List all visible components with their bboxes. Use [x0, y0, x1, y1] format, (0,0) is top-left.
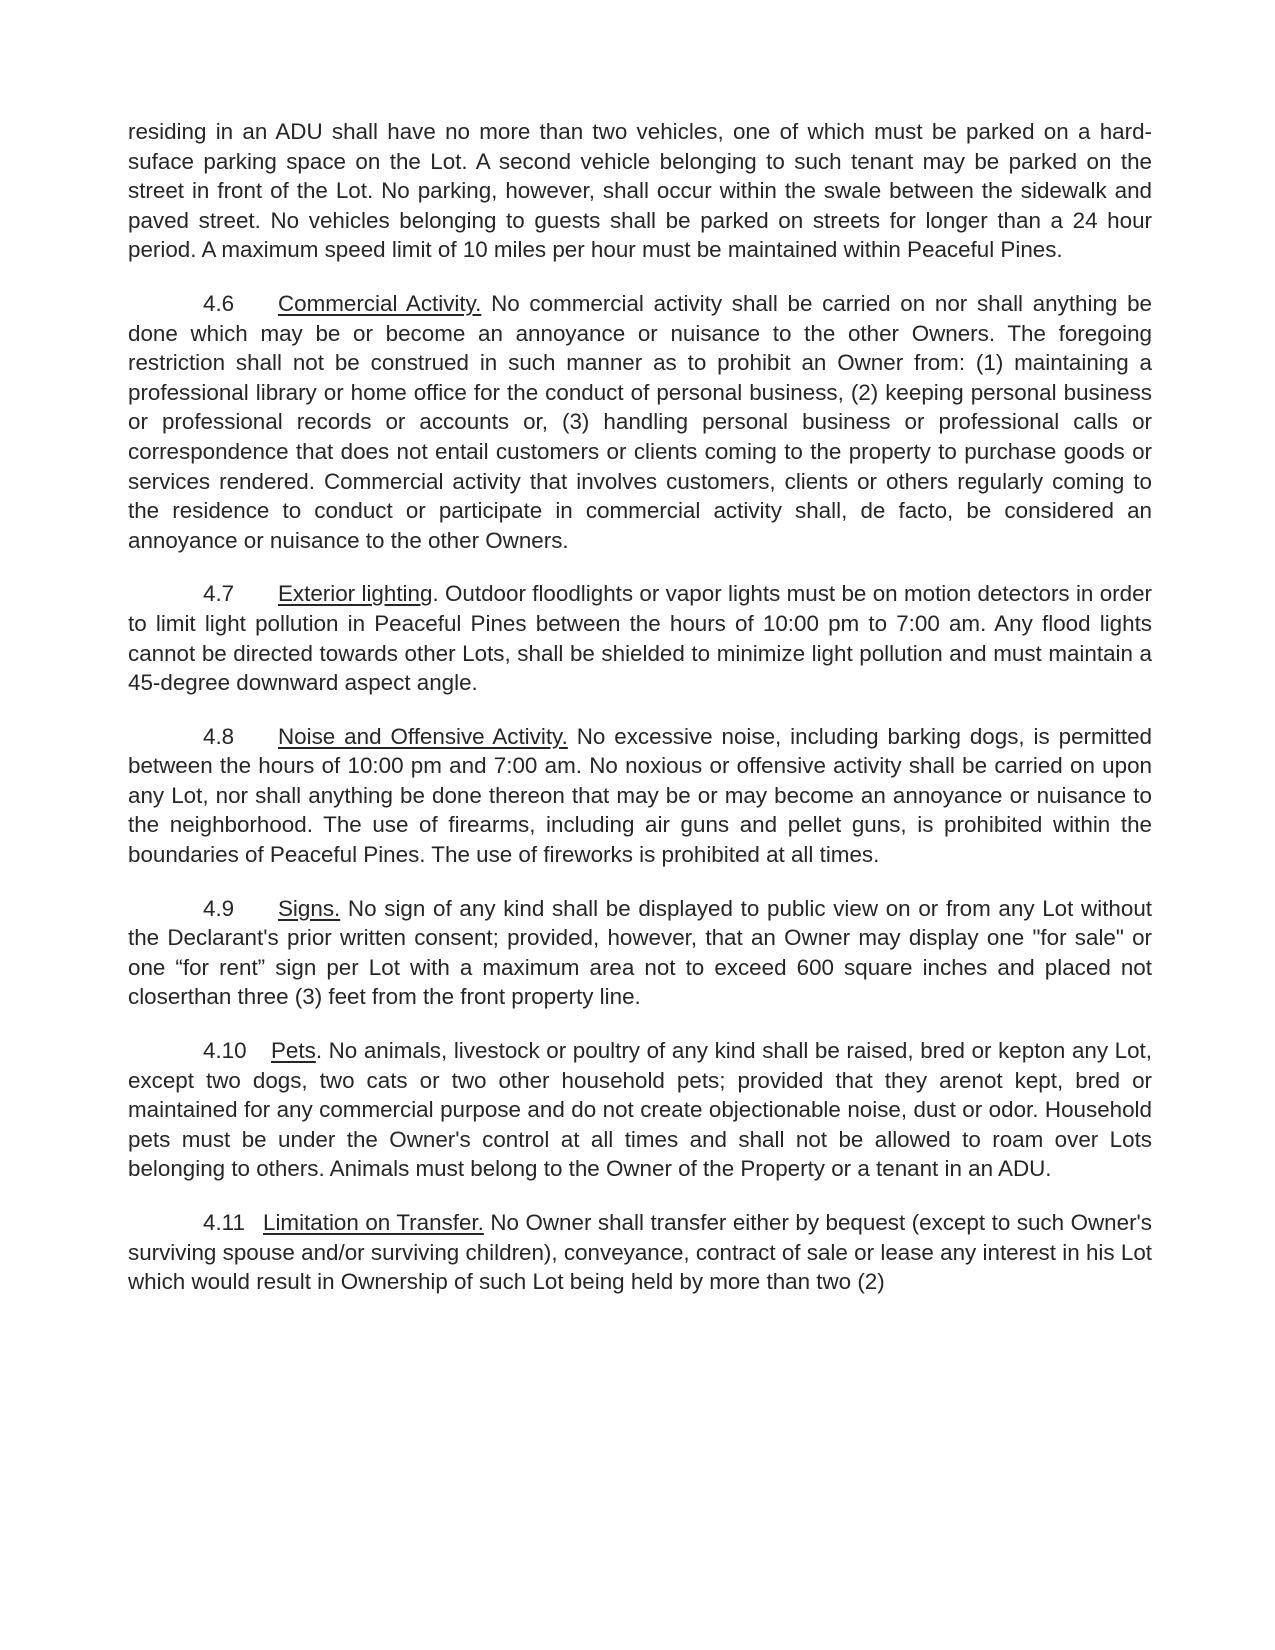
section-number: 4.10	[203, 1038, 247, 1064]
section-4-10	[128, 1036, 1152, 1184]
section-body: . No animals, livestock or poultry of any kind shall be raised, bred or kepton any Lot, except two dogs, two cats or two other household pets; provided that they arenot kept, bred or maintained for any commercial purpose and do not create objectionable noise, dust or odor. Household pets must be under the Owner's control at all times and shall not be allowed to roam over Lots belonging to others. Animals must belong to the Owner of the Property or a tenant in an ADU.	[128, 1038, 1152, 1182]
section-heading: Limitation on Transfer.	[263, 1210, 484, 1235]
section-4-11	[128, 1208, 1152, 1297]
intro-paragraph: residing in an ADU shall have no more than two vehicles, one of which must be parked on a hard-suface parking space on the Lot. A second vehicle belonging to such tenant may be parked on the street in front of the Lot. No parking, however, shall occur within the swale between the sidewalk and paved street. No vehicles belonging to guests shall be parked on streets for longer than a 24 hour period. A maximum speed limit of 10 miles per hour must be maintained within Peaceful Pines.	[128, 119, 1152, 263]
section-heading: Signs.	[278, 895, 341, 921]
section-4-6	[128, 289, 1152, 555]
section-4-7	[128, 579, 1152, 697]
section-heading: Commercial Activity.	[278, 290, 482, 316]
section-body: No commercial activity shall be carried on nor shall anything be done which may be or become an annoyance or nuisance to the other Owners. The foregoing restriction shall not be construed in such manner as to prohibit an Owner from: (1) maintaining a professional library or home office for the conduct of personal business, (2) keeping personal business or professional records or accounts or, (3) handling personal business or professional calls or correspondence that does not entail customers or clients coming to the property to purchase goods or services rendered. Commercial activity that involves customers, clients or others regularly coming to the residence to conduct or participate in commercial activity shall, de facto, be considered an annoyance or nuisance to the other Owners.	[128, 290, 1152, 553]
section-body: No excessive noise, including barking dogs, is permitted between the hours of 10:00 pm and 7:00 am. No noxious or offensive activity shall be carried on upon any Lot, nor shall anything be done thereon that may be or may become an annoyance or nuisance to the neighborhood. The use of firearms, including air guns and pellet guns, is prohibited within the boundaries of Peaceful Pines. The use of fireworks is prohibited at all times.	[128, 723, 1152, 868]
section-heading: Pets	[271, 1038, 316, 1064]
section-number: 4.6	[203, 290, 235, 316]
section-number: 4.8	[203, 723, 235, 749]
section-body: No sign of any kind shall be displayed to public view on or from any Lot without the Declarant's prior written consent; provided, however, that an Owner may display one "for sale" or one “for rent” sign per Lot with a maximum area not to exceed 600 square inches and placed not closerthan three (3) feet from the front property line.	[128, 895, 1152, 1010]
section-body: No Owner shall transfer either by bequest (except to such Owner's surviving spouse and/or surviving children), conveyance, contract of sale or lease any interest in his Lot which would result in Ownership of such Lot being held by more than two (2)	[128, 1210, 1152, 1295]
document-page	[128, 117, 1152, 1321]
section-body: . Outdoor floodlights or vapor lights must be on motion detectors in order to limit light pollution in Peaceful Pines between the hours of 10:00 pm to 7:00 am. Any flood lights cannot be directed towards other Lots, shall be shielded to minimize light pollution and must maintain a 45-degree downward aspect angle.	[128, 581, 1152, 696]
section-number: 4.11	[203, 1210, 245, 1235]
section-number: 4.7	[203, 581, 235, 607]
section-4-8	[128, 722, 1152, 870]
section-heading: Exterior lighting	[278, 581, 433, 607]
section-heading: Noise and Offensive Activity.	[278, 723, 568, 749]
section-number: 4.9	[203, 895, 235, 921]
section-4-9	[128, 894, 1152, 1012]
